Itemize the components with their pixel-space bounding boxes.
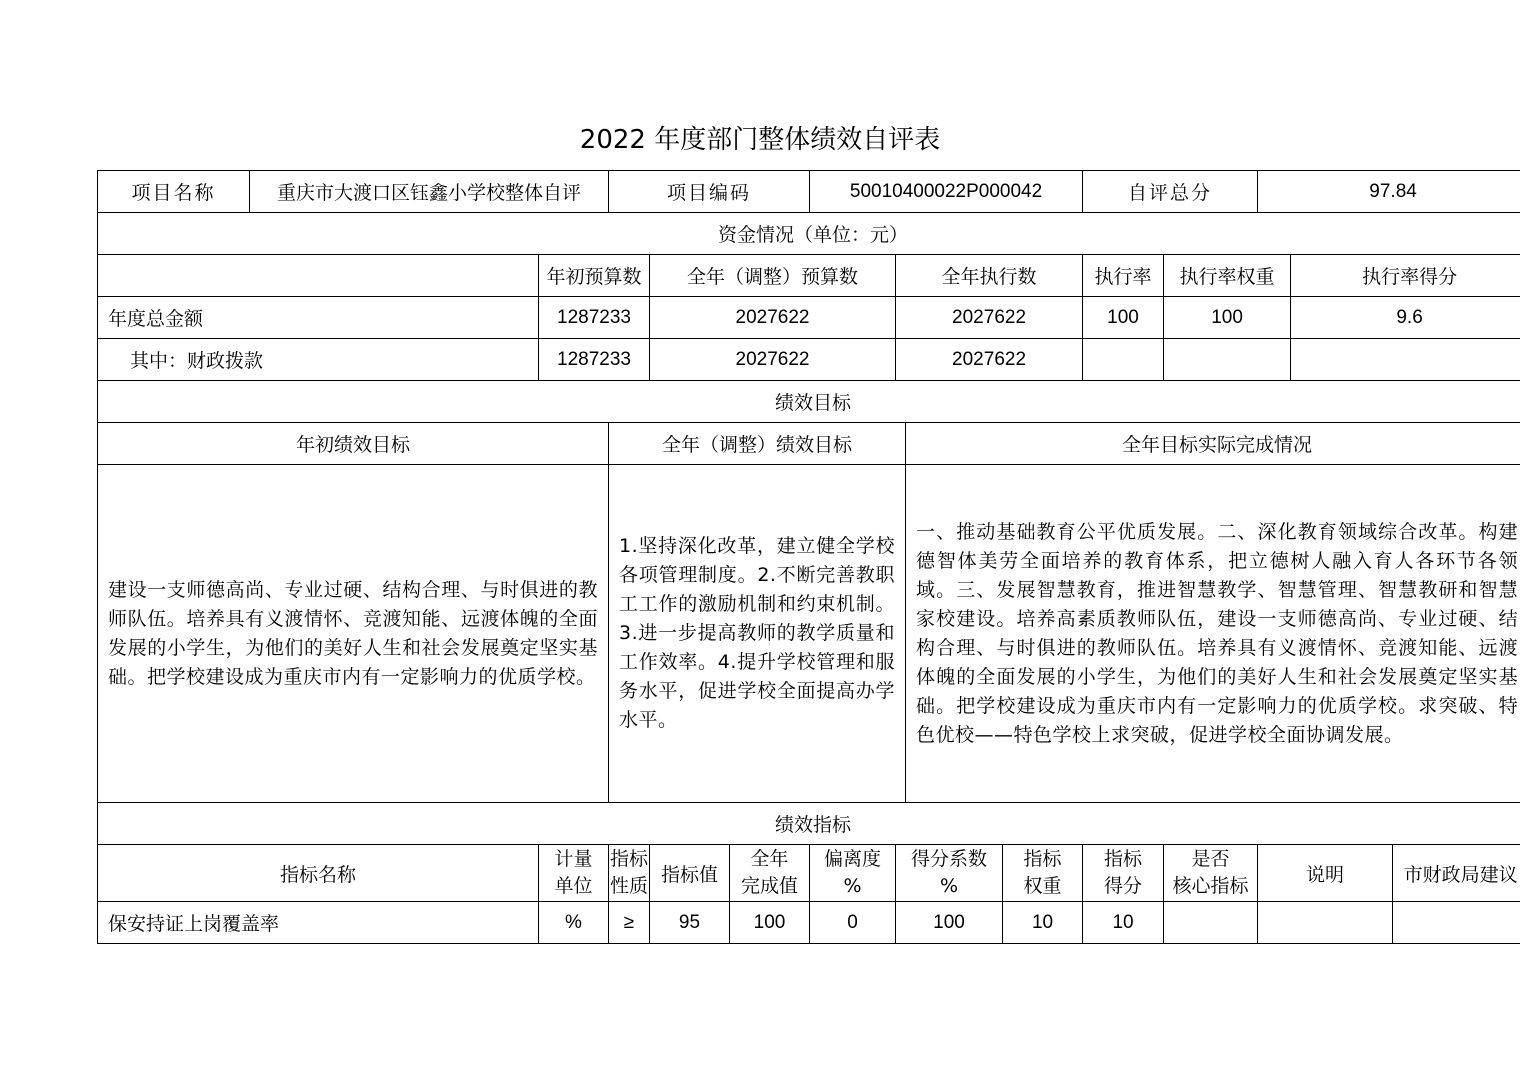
funds-cell: 2027622 bbox=[650, 297, 896, 339]
ind-header-nature-line2: 性质 bbox=[609, 875, 648, 897]
ind-header-name: 指标名称 bbox=[98, 845, 539, 902]
project-code-value: 50010400022P000042 bbox=[810, 171, 1083, 213]
goals-adjusted-text: 1.坚持深化改革，建立健全学校各项管理制度。2.不断完善教职工工作的激励机制和约束机制。3.进一步提高教师的教学质量和工作效率。4.提升学校管理和服务水平，促进学校全面提高办学水平。 bbox=[609, 465, 906, 803]
total-score-value: 97.84 bbox=[1258, 171, 1520, 213]
ind-header-core-line2: 核心指标 bbox=[1172, 875, 1249, 897]
ind-cell-core bbox=[1164, 902, 1258, 944]
ind-header-done-line2: 完成值 bbox=[741, 875, 799, 897]
funds-cell: 2027622 bbox=[896, 297, 1083, 339]
funds-header-row bbox=[98, 255, 1520, 297]
ind-header-unit-line1: 计量 bbox=[554, 848, 593, 870]
ind-header-weight bbox=[1003, 845, 1083, 902]
ind-header-core bbox=[1164, 845, 1258, 902]
funds-corner-cell bbox=[98, 255, 539, 297]
funds-cell bbox=[1083, 339, 1164, 381]
ind-header-nature-line1: 指标 bbox=[609, 848, 648, 870]
ind-header-weight-line1: 指标 bbox=[1023, 848, 1062, 870]
goals-section-title: 绩效目标 bbox=[98, 381, 1520, 423]
project-code-label: 项目编码 bbox=[609, 171, 810, 213]
goals-header-row bbox=[98, 423, 1520, 465]
funds-col-header: 执行率得分 bbox=[1291, 255, 1520, 297]
ind-header-advice: 市财政局建议 bbox=[1393, 845, 1520, 902]
ind-header-core-line1: 是否 bbox=[1191, 848, 1230, 870]
goals-col-actual: 全年目标实际完成情况 bbox=[906, 423, 1520, 465]
funds-row bbox=[98, 297, 1520, 339]
funds-col-header: 全年执行数 bbox=[896, 255, 1083, 297]
total-score-label: 自评总分 bbox=[1083, 171, 1258, 213]
ind-header-score-line1: 指标 bbox=[1104, 848, 1143, 870]
funds-cell: 1287233 bbox=[539, 297, 650, 339]
ind-cell-coefficient: 100 bbox=[896, 902, 1003, 944]
ind-cell-done: 100 bbox=[730, 902, 810, 944]
indicators-section-title: 绩效指标 bbox=[98, 803, 1520, 845]
ind-header-weight-line2: 权重 bbox=[1023, 875, 1062, 897]
ind-header-unit bbox=[539, 845, 609, 902]
funds-cell: 2027622 bbox=[896, 339, 1083, 381]
project-name-value: 重庆市大渡口区钰鑫小学校整体自评 bbox=[250, 171, 609, 213]
goals-initial-text: 建设一支师德高尚、专业过硬、结构合理、与时俱进的教师队伍。培养具有义渡情怀、竞渡知能、远渡体魄的全面发展的小学生，为他们的美好人生和社会发展奠定坚实基础。把学校建设成为重庆市内有一定影响力的优质学校。 bbox=[98, 465, 609, 803]
ind-header-deviation-line2: % bbox=[843, 875, 862, 897]
funds-cell: 100 bbox=[1164, 297, 1291, 339]
funds-section-title: 资金情况（单位：元） bbox=[98, 213, 1520, 255]
ind-cell-value: 95 bbox=[650, 902, 730, 944]
page-title: 2022 年度部门整体绩效自评表 bbox=[579, 125, 941, 155]
ind-header-coefficient-line1: 得分系数 bbox=[911, 848, 988, 870]
funds-row-label: 其中：财政拨款 bbox=[98, 339, 539, 381]
evaluation-table bbox=[97, 170, 1520, 944]
ind-header-score bbox=[1083, 845, 1164, 902]
ind-header-value: 指标值 bbox=[650, 845, 730, 902]
ind-header-score-line2: 得分 bbox=[1104, 875, 1143, 897]
ind-cell-note bbox=[1258, 902, 1393, 944]
funds-row-label: 年度总金额 bbox=[98, 297, 539, 339]
funds-cell: 2027622 bbox=[650, 339, 896, 381]
funds-col-header: 执行率权重 bbox=[1164, 255, 1291, 297]
funds-cell bbox=[1291, 339, 1520, 381]
goals-col-initial: 年初绩效目标 bbox=[98, 423, 609, 465]
ind-header-deviation bbox=[810, 845, 896, 902]
ind-cell-advice bbox=[1393, 902, 1520, 944]
ind-cell-deviation: 0 bbox=[810, 902, 896, 944]
goals-actual-text: 一、推动基础教育公平优质发展。二、深化教育领域综合改革。构建德智体美劳全面培养的教育体系，把立德树人融入育人各环节各领域。三、发展智慧教育，推进智慧教学、智慧管理、智慧教研和智慧家校建设。培养高素质教师队伍，建设一支师德高尚、专业过硬、结构合理、与时俱进的教师队伍。培养具有义渡情怀、竞渡知能、远渡体魄的全面发展的小学生，为他们的美好人生和社会发展奠定坚实基础。把学校建设成为重庆市内有一定影响力的优质学校。求突破、特色优校——特色学校上求突破，促进学校全面协调发展。 bbox=[906, 465, 1520, 803]
ind-header-coefficient bbox=[896, 845, 1003, 902]
ind-header-done bbox=[730, 845, 810, 902]
ind-header-unit-line2: 单位 bbox=[554, 875, 593, 897]
ind-cell-name: 保安持证上岗覆盖率 bbox=[98, 902, 539, 944]
funds-row bbox=[98, 339, 1520, 381]
funds-cell: 100 bbox=[1083, 297, 1164, 339]
funds-cell bbox=[1164, 339, 1291, 381]
ind-cell-weight: 10 bbox=[1003, 902, 1083, 944]
ind-header-note: 说明 bbox=[1258, 845, 1393, 902]
funds-col-header: 年初预算数 bbox=[539, 255, 650, 297]
ind-cell-nature: ≥ bbox=[609, 902, 650, 944]
ind-header-coefficient-line2: % bbox=[940, 875, 959, 897]
goals-col-adjusted: 全年（调整）绩效目标 bbox=[609, 423, 906, 465]
ind-header-nature bbox=[609, 845, 650, 902]
ind-header-deviation-line1: 偏离度 bbox=[824, 848, 882, 870]
indicators-header-row bbox=[98, 845, 1520, 902]
header-row bbox=[98, 171, 1520, 213]
project-name-label: 项目名称 bbox=[98, 171, 250, 213]
funds-cell: 1287233 bbox=[539, 339, 650, 381]
ind-header-done-line1: 全年 bbox=[750, 848, 789, 870]
funds-col-header: 执行率 bbox=[1083, 255, 1164, 297]
goals-text-row bbox=[98, 465, 1520, 803]
ind-cell-unit: % bbox=[539, 902, 609, 944]
indicator-row bbox=[98, 902, 1520, 944]
ind-cell-score: 10 bbox=[1083, 902, 1164, 944]
funds-cell: 9.6 bbox=[1291, 297, 1520, 339]
funds-col-header: 全年（调整）预算数 bbox=[650, 255, 896, 297]
